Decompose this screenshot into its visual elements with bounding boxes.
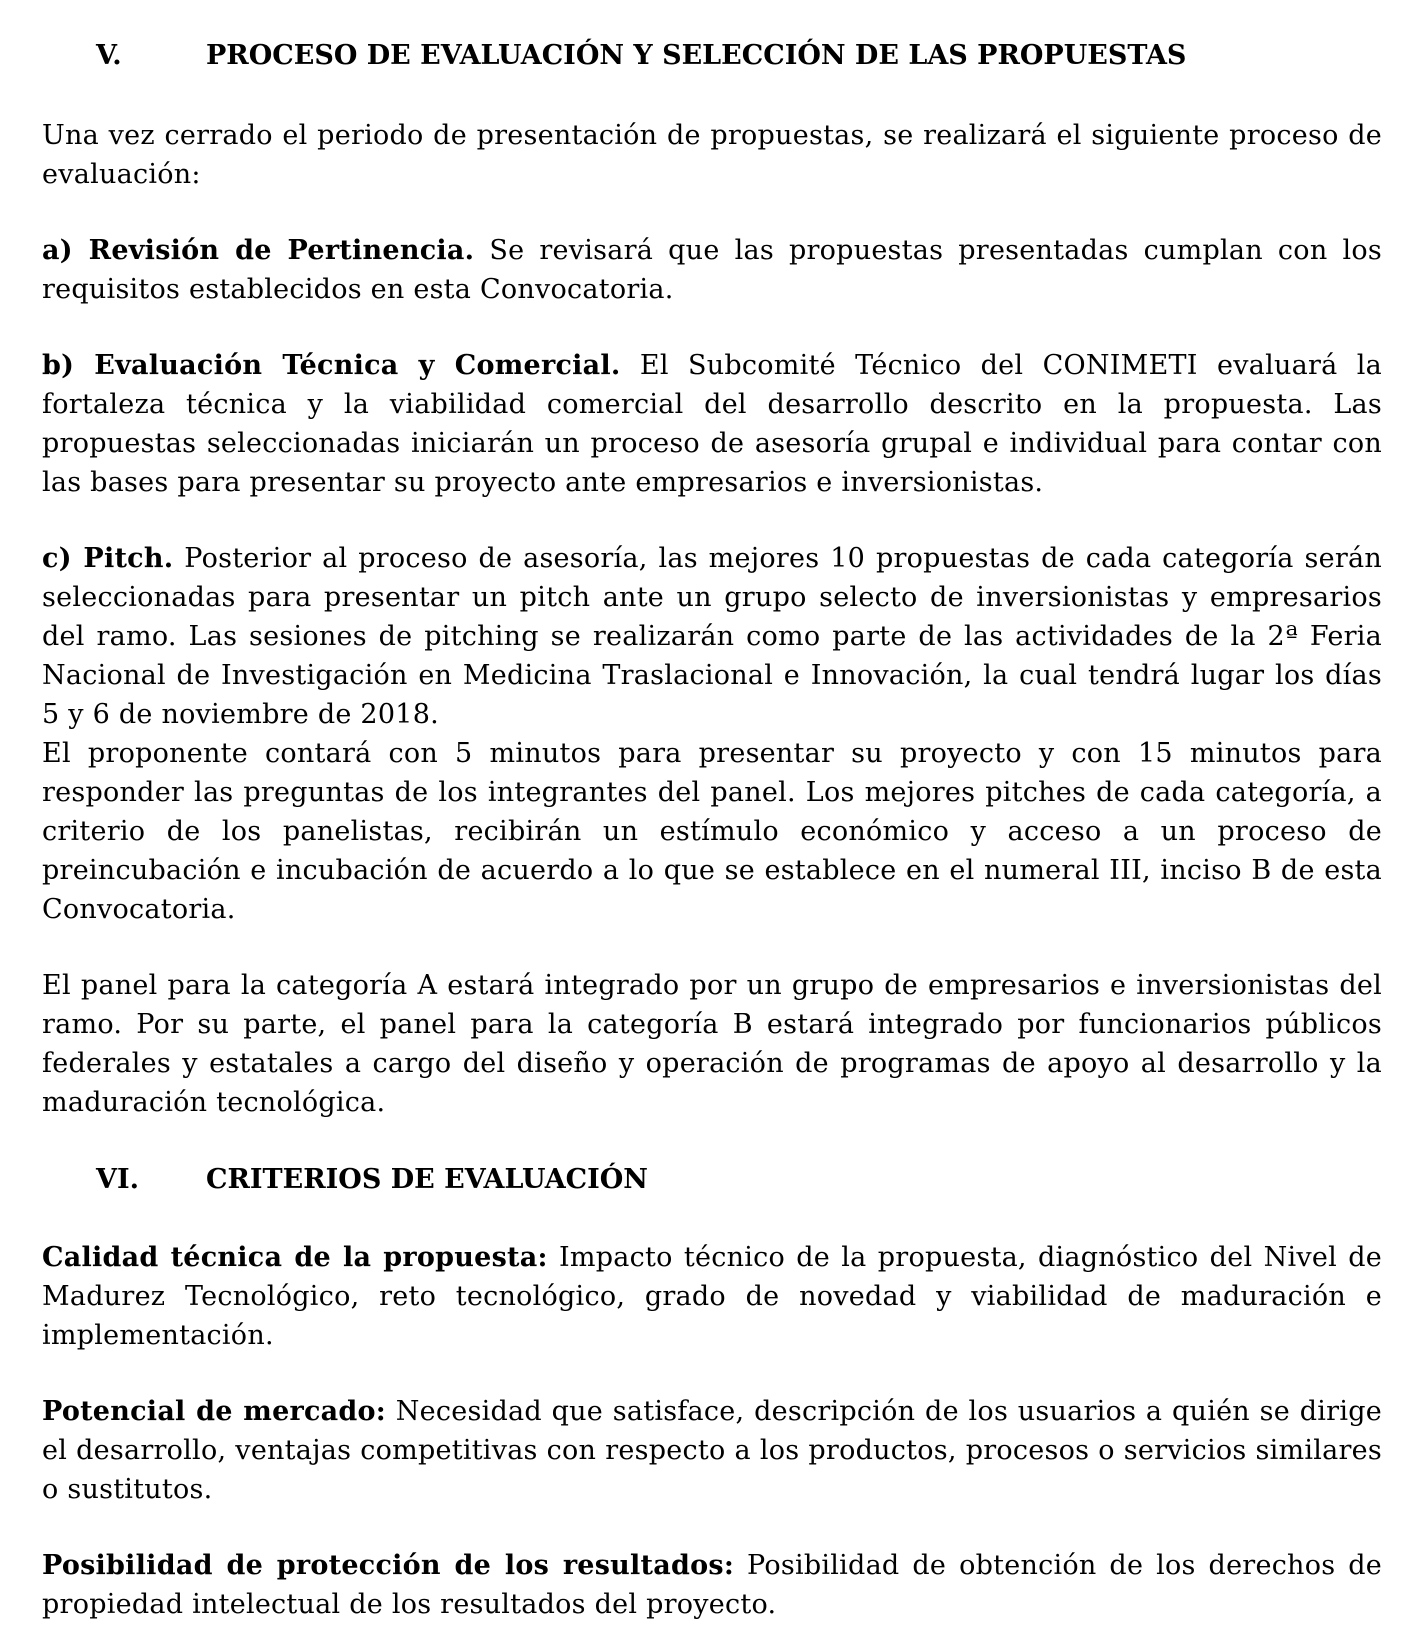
- criterion-label: Posibilidad de protección de los resultados:: [42, 1550, 735, 1581]
- criterion-text: Impacto técnico de la propuesta, diagnóstico del Nivel de Madurez Tecnológico, reto tecnológico, grado de novedad y viabilidad de maduración e implementación.: [42, 1242, 1382, 1351]
- item-c-followup: El proponente contará con 5 minutos para presentar su proyecto y con 15 minutos para responder las preguntas de los integrantes del panel. Los mejores pitches de cada categoría, a criterio de los panelistas, recibirán un estímulo económico y acceso a un proceso de preincubación e incubación de acuerdo a lo que se establece en el numeral III, inciso B de esta Convocatoria.: [42, 738, 1382, 925]
- section-v-title: PROCESO DE EVALUACIÓN Y SELECCIÓN DE LAS PROPUESTAS: [206, 40, 1187, 71]
- criterion-market-potential: [42, 1392, 1382, 1509]
- criterion-technical-quality: [42, 1238, 1382, 1355]
- criterion-ip-protection: [42, 1546, 1382, 1624]
- criterion-label: Potencial de mercado:: [42, 1396, 387, 1427]
- section-v-number: V.: [96, 40, 122, 71]
- item-b-label: b) Evaluación Técnica y Comercial.: [42, 350, 621, 381]
- criterion-text: Necesidad que satisface, descripción de los usuarios a quién se dirige el desarrollo, ventajas competitivas con respecto a los productos, procesos o servicios similares o sustitutos.: [42, 1396, 1382, 1505]
- criterion-label: Calidad técnica de la propuesta:: [42, 1242, 548, 1273]
- item-c-paragraph: [42, 539, 1382, 734]
- item-a-text: Se revisará que las propuestas presentadas cumplan con los requisitos establecidos en esta Convocatoria.: [42, 235, 1382, 305]
- section-v-intro: Una vez cerrado el periodo de presentación de propuestas, se realizará el siguiente proceso de evaluación:: [42, 120, 1382, 190]
- section-vi-heading: [42, 1160, 1382, 1200]
- item-a-paragraph: [42, 231, 1382, 309]
- criterion-text: Posibilidad de obtención de los derechos de propiedad intelectual de los resultados del proyecto.: [42, 1550, 1383, 1620]
- section-vi-title: CRITERIOS DE EVALUACIÓN: [206, 1164, 648, 1195]
- document-page: [42, 36, 1382, 1624]
- item-a-label: a) Revisión de Pertinencia.: [42, 235, 475, 266]
- item-b-paragraph: [42, 346, 1382, 502]
- section-vi-number: VI.: [96, 1164, 139, 1195]
- item-c-label: c) Pitch.: [42, 543, 174, 574]
- panel-paragraph: El panel para la categoría A estará integrado por un grupo de empresarios e inversionistas del ramo. Por su parte, el panel para la categoría B estará integrado por funcionarios públicos federales y estatales a cargo del diseño y operación de programas de apoyo al desarrollo y la maduración tecnológica.: [42, 970, 1382, 1118]
- section-v-heading: [42, 36, 1382, 76]
- item-b-text: El Subcomité Técnico del CONIMETI evaluará la fortaleza técnica y la viabilidad comercial del desarrollo descrito en la propuesta. Las propuestas seleccionadas iniciarán un proceso de asesoría grupal e individual para contar con las bases para presentar su proyecto ante empresarios e inversionistas.: [42, 350, 1382, 498]
- item-c-text: Posterior al proceso de asesoría, las mejores 10 propuestas de cada categoría serán seleccionadas para presentar un pitch ante un grupo selecto de inversionistas y empresarios del ramo. Las sesiones de pitching se realizarán como parte de las actividades de la 2ª Feria Nacional de Investigación en Medicina Traslacional e Innovación, la cual tendrá lugar los días 5 y 6 de noviembre de 2018.: [42, 543, 1382, 730]
